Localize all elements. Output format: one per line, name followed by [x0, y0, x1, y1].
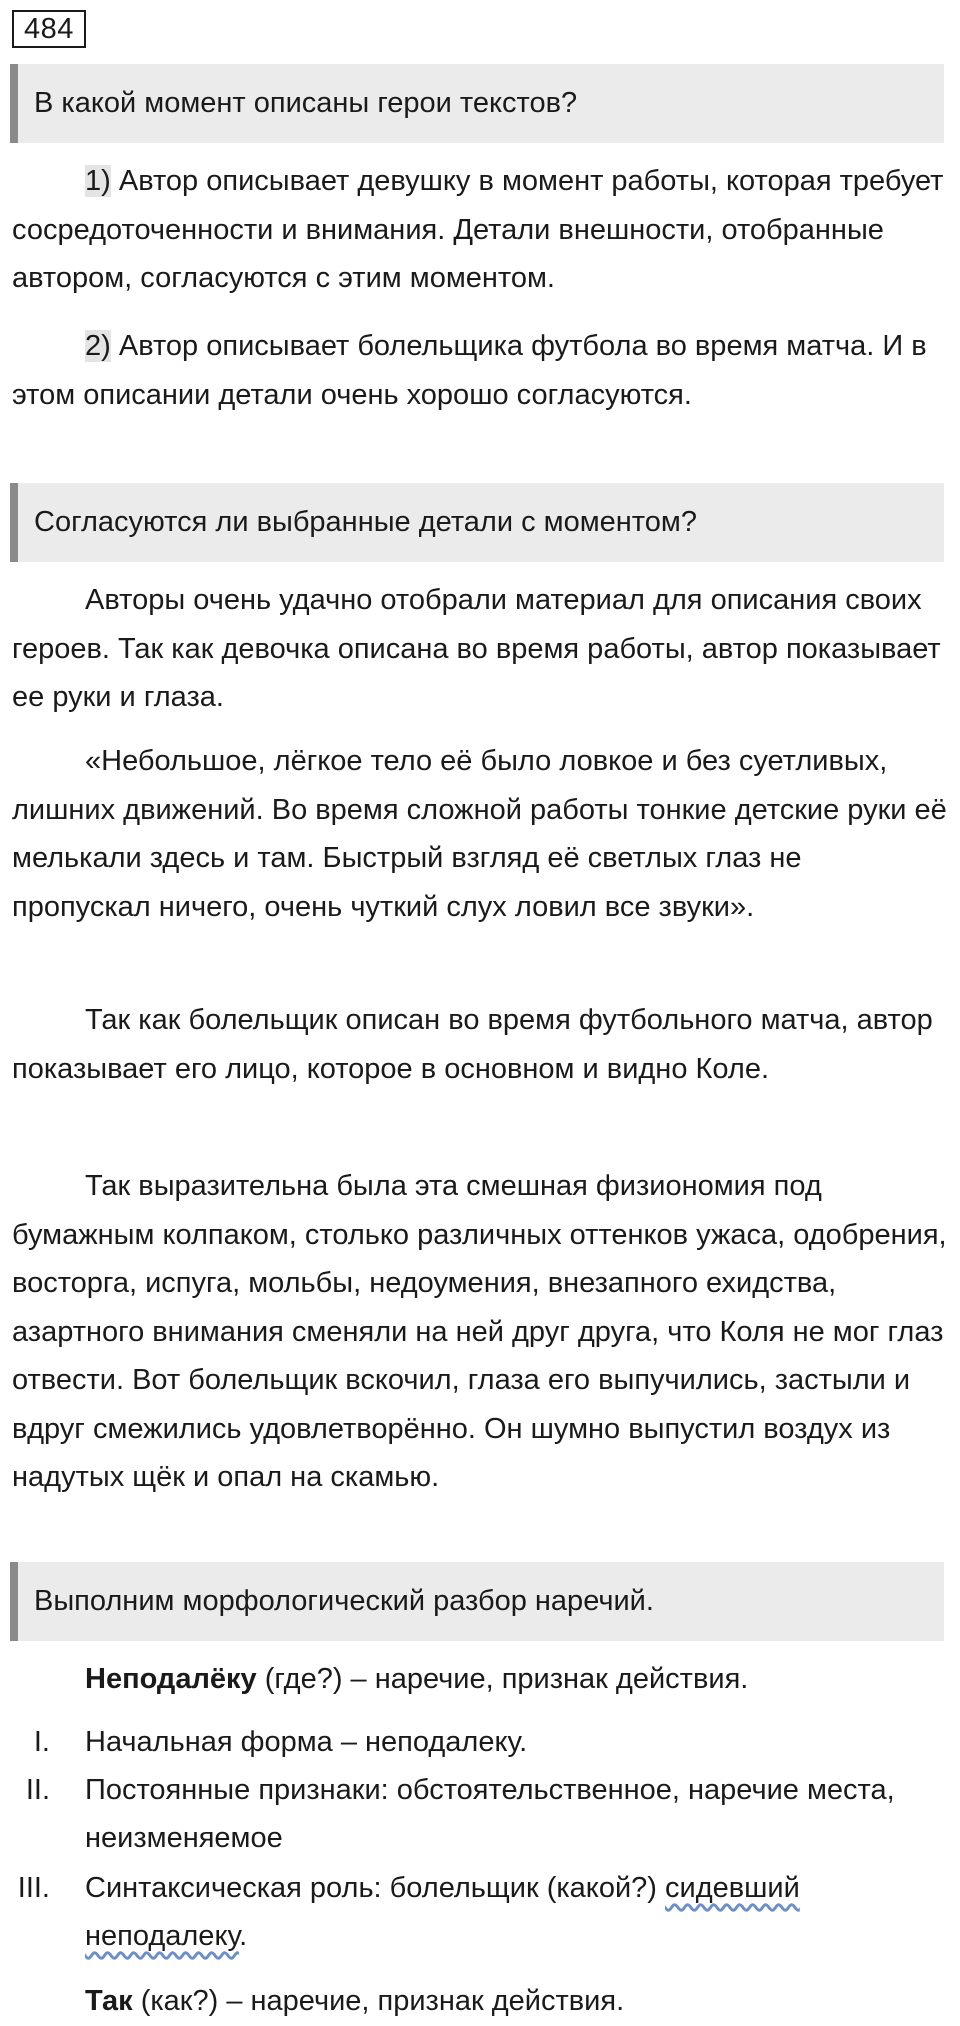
answer-paragraph-3: Авторы очень удачно отобрали материал для описания своих героев. Так как девочка описана во время работы, автор показывает ее руки и глаза.: [12, 584, 941, 713]
list-item-text: [85, 1864, 945, 1960]
adverb-description: (как?) – наречие, признак действия.: [132, 1985, 625, 2017]
answer-paragraph-1: [12, 157, 948, 303]
adverb-analysis-2: [12, 1977, 948, 2026]
answer-paragraph-4: Так как болельщик описан во время футбольного матча, автор показывает его лицо, которое в основном и видно Коле.: [12, 1004, 933, 1085]
adverb-word: Так: [85, 1985, 133, 2017]
question-text: В какой момент описаны герои текстов?: [34, 87, 578, 119]
list-item-text: Начальная форма – неподалеку.: [85, 1726, 528, 1758]
list-numeral: III.: [17, 1872, 50, 1904]
list-item-text: Постоянные признаки: обстоятельственное, наречие места, неизменяемое: [85, 1774, 895, 1854]
question-heading-2: [10, 483, 944, 562]
quote-paragraph-1: «Небольшое, лёгкое тело её было ловкое и без суетливых, лишних движений. Во время сложной работы тонкие детские руки её мелькали здесь и там. Быстрый взгляд её светлых глаз не пропускал ничего, очень чуткий слух ловил все звуки».: [12, 745, 947, 923]
list-numeral: I.: [33, 1726, 50, 1758]
adverb-word: Неподалёку: [85, 1663, 257, 1695]
list-numeral: II.: [25, 1774, 50, 1806]
adverb-analysis-1: [12, 1655, 948, 1704]
paragraph-text: Автор описывает девушку в момент работы, которая требует сосредоточенности и внимания. Детали внешности, отобранные автором, согласуются с этим моментом.: [12, 165, 944, 294]
item-marker: 1): [85, 165, 111, 197]
question-text: Выполним морфологический разбор наречий.: [34, 1585, 654, 1617]
task-number: 484: [12, 10, 86, 48]
question-text: Согласуются ли выбранные детали с моментом?: [34, 506, 697, 538]
question-heading-3: [10, 1562, 944, 1641]
underlined-phrase: сидевший неподалеку: [85, 1872, 800, 1952]
text-part: .: [239, 1920, 248, 1952]
question-heading-1: [10, 64, 944, 143]
quote-paragraph-2: Так выразительна была эта смешная физиономия под бумажным колпаком, столько различных оттенков ужаса, одобрения, восторга, испуга, мольбы, недоумения, внезапного ехидства, азартного внимания сменяли на ней друг друга, что Коля не мог глаз отвести. Вот болельщик вскочил, глаза его выпучились, застыли и вдруг смежились удовлетворённо. Он шумно выпустил воздух из надутых щёк и опал на скамью.: [12, 1170, 947, 1493]
adverb-description: (где?) – наречие, признак действия.: [256, 1663, 749, 1695]
answer-paragraph-2: [12, 322, 948, 419]
text-part: Синтаксическая роль: болельщик (какой?): [85, 1872, 665, 1904]
paragraph-text: Автор описывает болельщика футбола во время матча. И в этом описании детали очень хорошо согласуются.: [12, 330, 927, 411]
item-marker: 2): [85, 330, 111, 362]
